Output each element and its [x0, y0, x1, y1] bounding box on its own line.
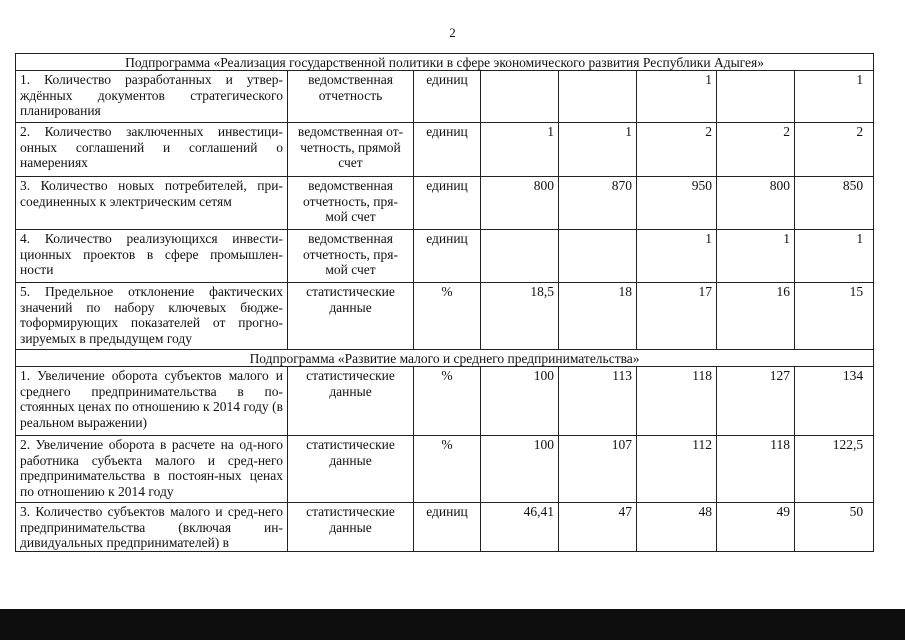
- value-cell: 118: [717, 436, 795, 503]
- value-cell: 100: [481, 436, 559, 503]
- value-cell: 15: [795, 283, 874, 350]
- value-cell: [717, 71, 795, 123]
- value-cell: 18: [559, 283, 637, 350]
- value-cell: 107: [559, 436, 637, 503]
- page-number: 2: [449, 25, 456, 40]
- source-cell: ведомственная отчетность: [288, 71, 414, 123]
- value-cell: 17: [637, 283, 717, 350]
- value-cell: 950: [637, 177, 717, 230]
- value-cell: 1: [717, 230, 795, 283]
- table-row: [16, 503, 874, 552]
- value-cell: 1: [795, 230, 874, 283]
- table-row: [16, 283, 874, 350]
- value-cell: [481, 71, 559, 123]
- value-cell: 127: [717, 367, 795, 436]
- source-cell: ведомственная от-четность, прямой счет: [288, 123, 414, 177]
- value-cell: 49: [717, 503, 795, 552]
- value-cell: 1: [637, 71, 717, 123]
- source-cell: ведомственная отчетность, пря-мой счет: [288, 230, 414, 283]
- value-cell: 47: [559, 503, 637, 552]
- value-cell: 18,5: [481, 283, 559, 350]
- source-cell: статистические данные: [288, 436, 414, 503]
- unit-cell: %: [414, 283, 481, 350]
- source-cell: ведомственная отчетность, пря-мой счет: [288, 177, 414, 230]
- value-cell: 112: [637, 436, 717, 503]
- value-cell: 800: [717, 177, 795, 230]
- unit-cell: единиц: [414, 503, 481, 552]
- value-cell: 870: [559, 177, 637, 230]
- value-cell: 122,5: [795, 436, 874, 503]
- value-cell: 113: [559, 367, 637, 436]
- indicator-cell: 5. Предельное отклонение фактических значений по набору ключевых бюдже-тоформирующих показателей от прогно-зируемых в предыдущем году: [16, 283, 288, 350]
- indicator-cell: 3. Количество субъектов малого и сред-него предпринимательства (включая ин-дивидуальных предпринимателей) в: [16, 503, 288, 552]
- value-cell: 850: [795, 177, 874, 230]
- indicator-cell: 1. Увеличение оборота субъектов малого и среднего предпринимательства в по-стоянных ценах по отношению к 2014 году (в реальном выражении): [16, 367, 288, 436]
- value-cell: 1: [481, 123, 559, 177]
- value-cell: [559, 71, 637, 123]
- value-cell: 1: [637, 230, 717, 283]
- indicators-table: [15, 53, 874, 552]
- indicator-cell: 4. Количество реализующихся инвести-ционных проектов в сфере промышлен-ности: [16, 230, 288, 283]
- value-cell: 118: [637, 367, 717, 436]
- indicator-cell: 1. Количество разработанных и утвер-ждённых документов стратегического планирования: [16, 71, 288, 123]
- value-cell: [559, 230, 637, 283]
- table-row: [16, 367, 874, 436]
- section-title: Подпрограмма «Развитие малого и среднего предпринимательства»: [16, 350, 874, 367]
- value-cell: [481, 230, 559, 283]
- unit-cell: единиц: [414, 230, 481, 283]
- value-cell: 50: [795, 503, 874, 552]
- value-cell: 2: [717, 123, 795, 177]
- value-cell: 1: [559, 123, 637, 177]
- source-cell: статистические данные: [288, 503, 414, 552]
- section-title: Подпрограмма «Реализация государственной политики в сфере экономического развития Республики Адыгея»: [16, 54, 874, 71]
- table-row: [16, 230, 874, 283]
- value-cell: 2: [637, 123, 717, 177]
- table-row: [16, 177, 874, 230]
- value-cell: 1: [795, 71, 874, 123]
- indicator-cell: 3. Количество новых потребителей, при-соединенных к электрическим сетям: [16, 177, 288, 230]
- table-row: [16, 436, 874, 503]
- section-header: [16, 350, 874, 367]
- unit-cell: %: [414, 436, 481, 503]
- source-cell: статистические данные: [288, 283, 414, 350]
- table-row: [16, 123, 874, 177]
- unit-cell: единиц: [414, 177, 481, 230]
- value-cell: 46,41: [481, 503, 559, 552]
- indicator-cell: 2. Количество заключенных инвестици-онных соглашений и соглашений о намерениях: [16, 123, 288, 177]
- value-cell: 134: [795, 367, 874, 436]
- indicator-cell: 2. Увеличение оборота в расчете на од-ного работника субъекта малого и сред-него предпринимательства в постоян-ных ценах по отношению к 2014 году: [16, 436, 288, 503]
- source-cell: статистические данные: [288, 367, 414, 436]
- value-cell: 48: [637, 503, 717, 552]
- section-header: [16, 54, 874, 71]
- unit-cell: единиц: [414, 123, 481, 177]
- value-cell: 800: [481, 177, 559, 230]
- table-row: [16, 71, 874, 123]
- unit-cell: единиц: [414, 71, 481, 123]
- value-cell: 16: [717, 283, 795, 350]
- unit-cell: %: [414, 367, 481, 436]
- value-cell: 2: [795, 123, 874, 177]
- scan-bottom-edge: [0, 609, 905, 640]
- value-cell: 100: [481, 367, 559, 436]
